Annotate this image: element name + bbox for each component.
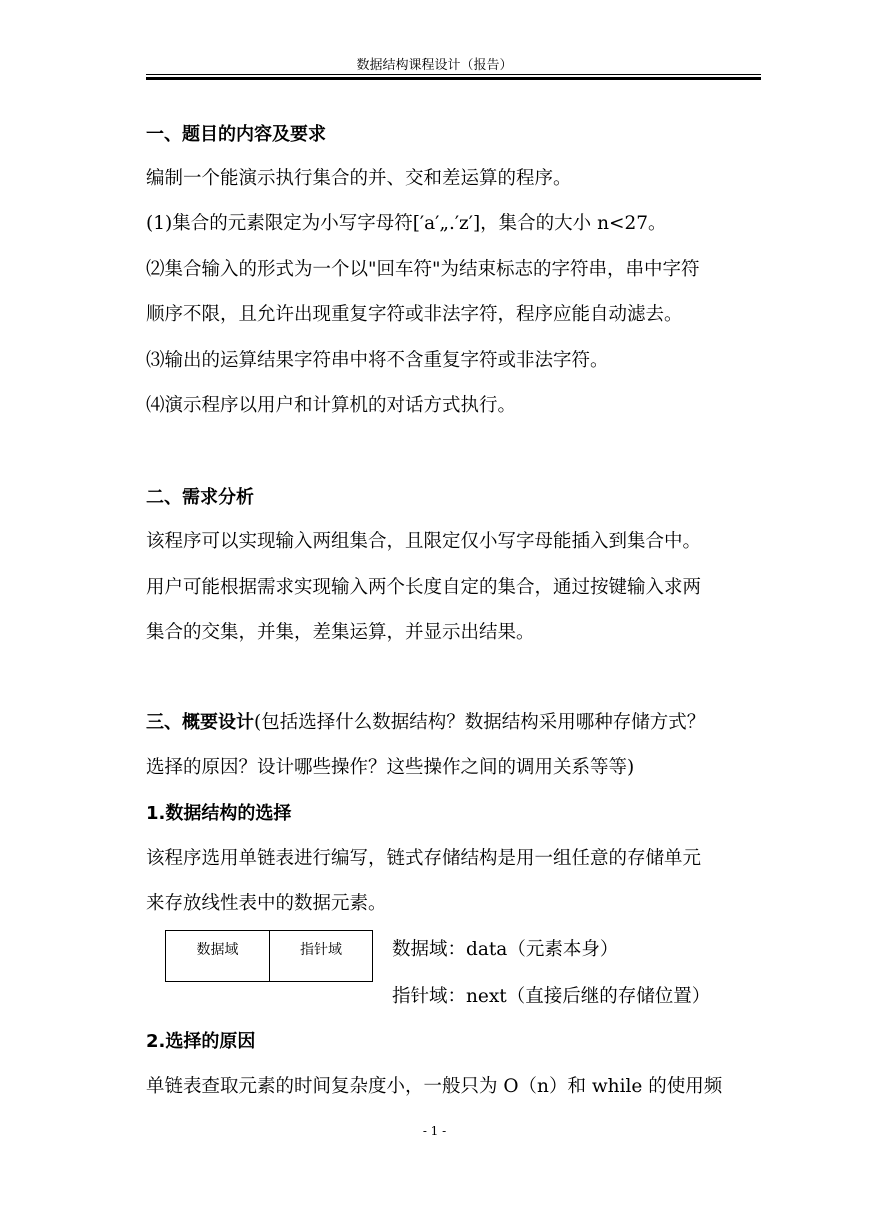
sub2-heading: 2.选择的原因 (146, 1031, 256, 1052)
node-data-field-label: 数据域 (196, 942, 239, 958)
node-next-field-cell (270, 931, 372, 981)
node-data-desc: 数据域：data（元素本身） (392, 939, 619, 960)
section1-heading: 一、题目的内容及要求 (146, 124, 326, 145)
section3-heading-line (146, 708, 705, 734)
page-number: - 1 - (422, 1124, 447, 1138)
section1-line-2: (1)集合的元素限定为小写字母符[′a′„.′z′]，集合的大小 n<27。 (146, 213, 667, 234)
linked-list-node-diagram (165, 930, 373, 982)
section1-line-4: 顺序不限，且允许出现重复字符或非法字符，程序应能自动滤去。 (146, 304, 683, 325)
node-next-field-label: 指针域 (300, 942, 342, 958)
section2-heading: 二、需求分析 (146, 487, 254, 508)
section2-line-2: 用户可能根据需求实现输入两个长度自定的集合，通过按键输入求两 (146, 577, 702, 598)
node-data-field-cell (166, 931, 270, 981)
section1-line-3: ⑵集合输入的形式为一个以"回车符"为结束标志的字符串，串中字符 (146, 259, 700, 280)
sub1-line-1: 该程序选用单链表进行编写，链式存储结构是用一组任意的存储单元 (146, 848, 702, 869)
section1-line-5: ⑶输出的运算结果字符串中将不含重复字符或非法字符。 (146, 350, 609, 371)
section2-line-1: 该程序可以实现输入两组集合，且限定仅小写字母能插入到集合中。 (146, 531, 702, 552)
header-rule-thin (146, 74, 761, 75)
section3-note-line-2: 选择的原因？设计哪些操作？这些操作之间的调用关系等等) (146, 757, 635, 778)
section2-line-3: 集合的交集，并集，差集运算，并显示出结果。 (146, 622, 535, 643)
section3-heading: 三、概要设计 (146, 712, 254, 733)
page-header: 数据结构课程设计（报告） (356, 58, 513, 73)
sub1-line-2: 来存放线性表中的数据元素。 (146, 893, 387, 914)
node-next-desc: 指针域：next（直接后继的存储位置） (392, 986, 711, 1007)
section3-heading-note: (包括选择什么数据结构？数据结构采用哪种存储方式？ (254, 712, 706, 733)
sub1-heading: 1.数据结构的选择 (146, 803, 292, 824)
section1-line-1: 编制一个能演示执行集合的并、交和差运算的程序。 (146, 168, 572, 189)
sub2-line-1: 单链表查取元素的时间复杂度小，一般只为 O（n）和 while 的使用频 (146, 1076, 723, 1097)
section1-line-6: ⑷演示程序以用户和计算机的对话方式执行。 (146, 395, 517, 416)
header-rule-thick (146, 77, 761, 80)
